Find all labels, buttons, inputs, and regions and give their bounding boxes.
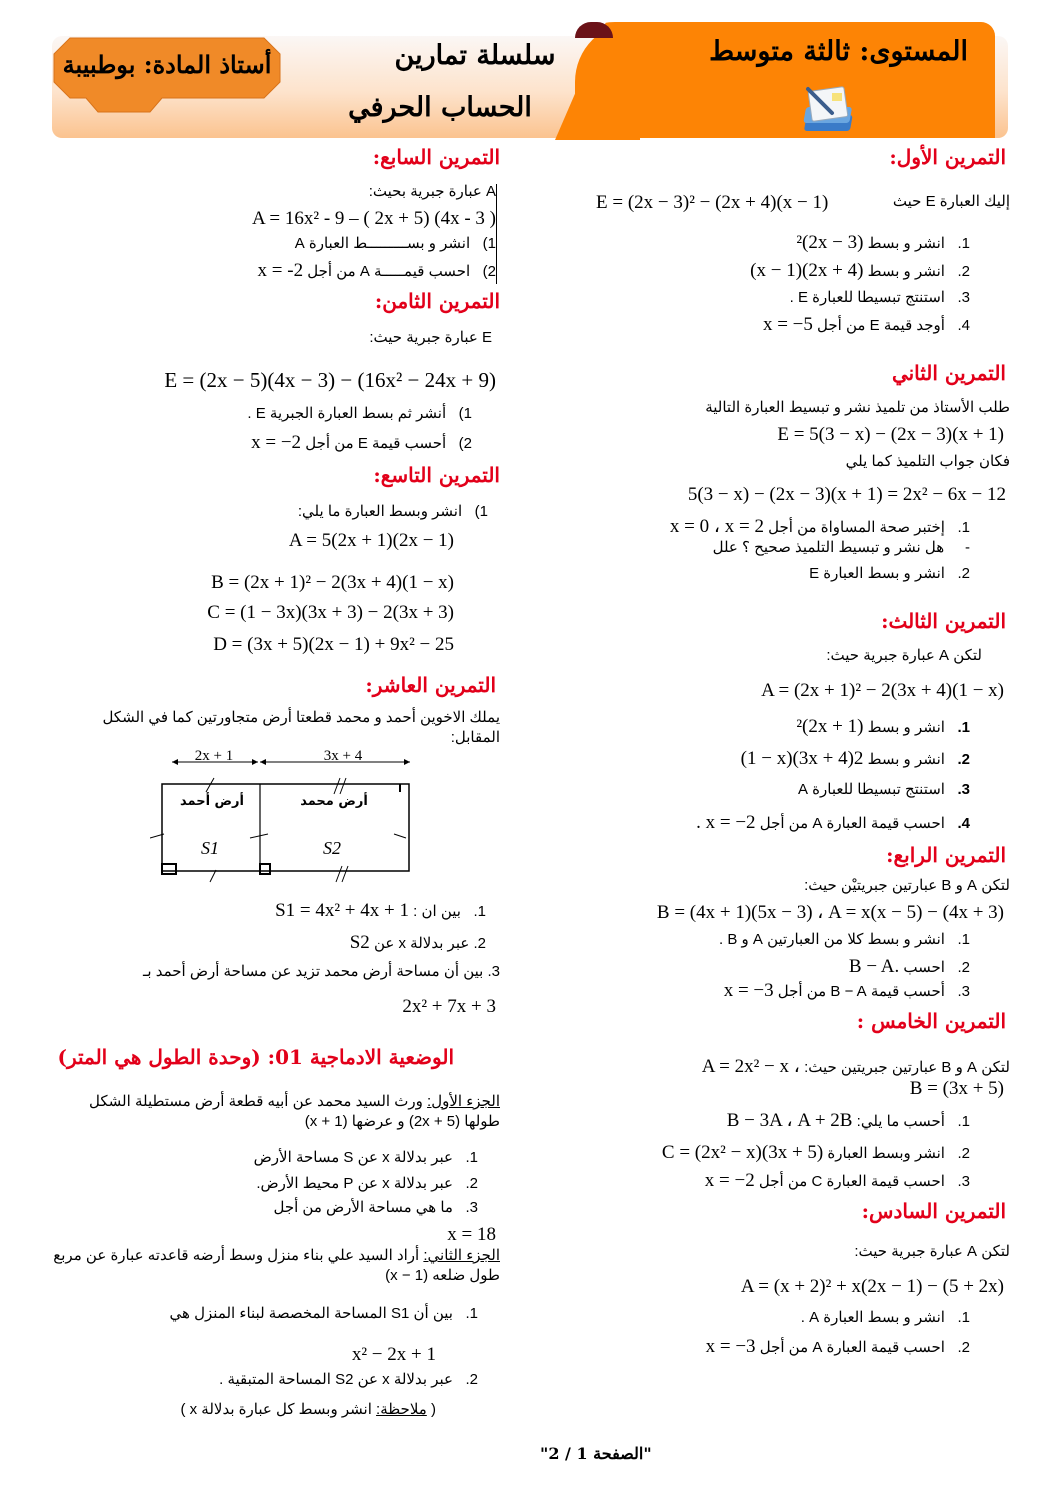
exercise-2-intro: طلب الأستاذ من تلميذ نشر و تبسيط العبارة التالية [705, 399, 1010, 416]
exercise-8-intro: E عبارة جبرية حيث: [369, 329, 492, 346]
exercise-7-item-2: 2) احسب قيمـــــة A من أجل x = -2 [257, 260, 496, 281]
notes-pen-icon [802, 85, 864, 135]
exercise-1-title: التمرين الأول: [889, 145, 1006, 169]
exercise-2-title: التمرين الثاني [891, 361, 1006, 385]
integration-part-1-item-2: 2. عبر بدلالة x عن P محيط الأرض. [256, 1175, 478, 1192]
integration-part-2: الجزء الثاني: أراد السيد علي بناء منزل وسط أرضه قاعدته عبارة عن مربع طول ضلعه (x − 1) [53, 1247, 500, 1285]
right-angle-mark [162, 864, 176, 874]
area-s1-label: S1 [201, 838, 219, 858]
exercise-3-item-1: 1. انشر و بسط (2x + 1)² [796, 716, 970, 737]
exercise-3-item-2: 2. انشر و بسط 2(3x + 4)(1 − x) [740, 748, 970, 769]
exercise-5-item-1: 1. أحسب ما يلي: B − 3A ، A + 2B [726, 1110, 970, 1131]
exercise-5-intro: لتكن A و B عبارتين جبريتين حيث: ، A = 2x² − x [701, 1056, 1010, 1077]
exercise-2-item-1: 1. إختبر صحة المساواة من أجل x = 0 ، x = 2 [669, 516, 970, 537]
integration-part-2-item-1: 1. بين أن S1 المساحة المخصصة لبناء المنزل هي [169, 1305, 478, 1322]
exercise-6-title: التمرين السادس: [861, 1199, 1006, 1223]
exercise-4-intro: لتكن A و B عبارتين جبريتيْن حيث: [804, 877, 1010, 894]
exercise-6-item-2: 2. احسب قيمة العبارة A من أجل x = −3 [705, 1336, 970, 1357]
exercise-2-item-2: 2. انشر و بسط العبارة E [809, 565, 970, 582]
exercise-2-expression: E = 5(3 − x) − (2x − 3)(x + 1) [777, 424, 1004, 445]
integration-part-1-item-1: 1. عبر بدلالة x عن S مساحة الأرض [253, 1149, 478, 1166]
exercise-4-item-1: 1. انشر و بسط كلا من العبارتين A و B . [718, 931, 970, 948]
topic-title: الحساب الحرفي [348, 92, 532, 123]
exercise-3-intro: لتكن A عبارة جبرية حيث: [826, 647, 982, 664]
exercise-7-margin-bar [496, 184, 497, 284]
exercise-2-student-answer: 5(3 − x) − (2x − 3)(x + 1) = 2x² − 6x − 12 [687, 484, 1006, 505]
dimension-left-label: 2x + 1 [194, 750, 234, 764]
tick-mark [340, 778, 346, 794]
integration-title: الوضعية الادماجية 01: (وحدة الطول هي المتر) [57, 1045, 454, 1069]
right-angle-mark [260, 864, 270, 874]
exercise-2-item-question: - هل نشر و تبسيط التلميذ صحيح ؟ علل [712, 539, 970, 556]
exercise-10-item-3: 3. بين أن مساحة أرض محمد تزيد عن مساحة أرض أحمد بـ [142, 963, 500, 980]
exercise-2-answer-intro: فكان جواب التلميذ كما يلي [845, 453, 1010, 470]
exercise-3-item-4: 4. احسب قيمة العبارة A من أجل x = −2 . [696, 812, 970, 833]
exercise-3-item-3: 3. استنتج تبسيطا للعبارة A [797, 781, 970, 798]
exercise-3-expression: A = (2x + 1)² − 2(3x + 4)(1 − x) [761, 680, 1004, 701]
integration-note: ( ملاحظة: انشر وبسط كل عبارة بدلالة x ) [180, 1401, 436, 1418]
exercise-9-expression-c: C = (1 − 3x)(3x + 3) − 2(3x + 3) [207, 602, 454, 623]
tick-mark [336, 866, 342, 882]
exercise-10-title: التمرين العاشر: [365, 673, 496, 697]
level-label: المستوى: ثالثة متوسط [709, 36, 968, 67]
page-number: "الصفحة 1 / 2" [540, 1444, 652, 1463]
tick-mark [250, 834, 268, 838]
arrow-head [172, 759, 178, 765]
arrow-head [404, 759, 410, 765]
exercise-1-item-4: 4. أوجد قيمة E من أجل x = −5 [762, 314, 970, 335]
exercise-9-item-1: 1) انشر وبسط العبارة ما يلي: [297, 503, 488, 520]
exercise-1-expression: E = (2x − 3)² − (2x + 4)(x − 1) [596, 192, 829, 213]
land-plots-figure [150, 750, 420, 885]
tick-mark [394, 834, 406, 838]
arrow-head [260, 759, 266, 765]
tick-mark [342, 866, 348, 882]
exercise-7-expression: A = 16x² - 9 – ( 2x + 5) (4x - 3 ) [251, 208, 496, 229]
exercise-7-title: التمرين السابع: [372, 145, 500, 169]
exercise-4-item-3: 3. أحسب قيمة B − A من أجل x = −3 [723, 980, 970, 1001]
exercise-10-item-1: 1. بين ان : S1 = 4x² + 4x + 1 [275, 900, 486, 921]
exercise-10-item-2: 2. عبر بدلالة x عن S2 [349, 932, 486, 953]
teacher-badge [52, 36, 282, 130]
integration-part-1-item-3-math: x = 18 [447, 1224, 496, 1245]
exercise-5-title: التمرين الخامس : [856, 1009, 1006, 1033]
integration-part-1: الجزء الأول: ورث السيد محمد عن أبيه قطعة أرض مستطيلة الشكل طولها (2x + 5) و عرضها (x + 1) [89, 1093, 500, 1131]
exercise-6-expression: A = (x + 2)² + x(2x − 1) − (5 + 2x) [740, 1276, 1004, 1297]
plot-label-ahmed: أرض أحمد [179, 794, 245, 809]
exercise-9-expression-d: D = (3x + 5)(2x − 1) + 9x² − 25 [213, 634, 454, 655]
exercise-1-intro: إليك العبارة E حيث [892, 193, 1010, 210]
exercise-6-intro: لتكن A عبارة جبرية حيث: [854, 1243, 1010, 1260]
exercise-8-title: التمرين الثامن: [374, 289, 500, 313]
exercise-8-item-2: 2) أحسب قيمة E من أجل x = −2 [251, 432, 472, 453]
exercise-7-item-1: 1) انشر و بســـــــــط العبارة A [294, 235, 496, 252]
exercise-4-title: التمرين الرابع: [886, 843, 1006, 867]
exercise-3-title: التمرين الثالث: [881, 609, 1006, 633]
tick-mark [334, 778, 340, 794]
tick-mark [210, 870, 216, 882]
plot-label-mohamed: أرض محمد [300, 794, 368, 809]
exercise-5-item-2: 2. انشر وبسط العبارة C = (2x² − x)(3x + 5) [661, 1142, 970, 1163]
integration-part-1-item-3: 3. ما هي مساحة الأرض من أجل [273, 1199, 478, 1216]
exercise-10-item-3-math: 2x² + 7x + 3 [402, 996, 496, 1017]
exercise-9-title: التمرين التاسع: [373, 463, 500, 487]
area-s2-label: S2 [323, 838, 341, 858]
teacher-name: أستاذ المادة: بوطبيبة [62, 50, 272, 79]
dimension-right-label: 3x + 4 [323, 750, 363, 764]
series-title: سلسلة تمارين [394, 40, 556, 71]
exercise-10-intro: يملك الاخوين أحمد و محمد قطعتا أرض متجاورتين كما في الشكل المقابل: [102, 709, 500, 747]
exercise-9-expression-b: B = (2x + 1)² − 2(3x + 4)(1 − x) [211, 572, 454, 593]
exercise-1-item-1: 1. انشر و بسط (2x − 3)² [796, 232, 970, 253]
exercise-7-intro: A عبارة جبرية بحيث: [368, 183, 496, 200]
exercise-4-item-2: 2. احسب .B − A [848, 956, 970, 977]
exercise-1-item-2: 2. انشر و بسط (2x + 4)(x − 1) [750, 260, 970, 281]
exercise-5-expression-b: B = (3x + 5) [909, 1078, 1004, 1099]
tick-mark [206, 778, 214, 792]
exercise-9-expression-a: A = 5(2x + 1)(2x − 1) [288, 530, 454, 551]
exercise-8-expression: E = (2x − 5)(4x − 3) − (16x² − 24x + 9) [164, 368, 496, 392]
exercise-4-expression: B = (4x + 1)(5x − 3) ، A = x(x − 5) − (4x + 3) [656, 902, 1004, 923]
exercise-5-item-3: 3. احسب قيمة العبارة C من أجل x = −2 [704, 1170, 970, 1191]
integration-part-2-item-1-math: x² − 2x + 1 [351, 1344, 436, 1365]
exercise-1-item-3: 3. استنتج تبسيطا للعبارة E . [789, 289, 970, 306]
exercise-8-item-1: 1) أنشر ثم بسط العبارة الجبرية E . [247, 405, 472, 422]
integration-part-2-item-2: 2. عبر بدلالة x عن S2 المساحة المتبقية . [219, 1371, 478, 1388]
arrow-head [252, 759, 258, 765]
exercise-6-item-1: 1. انشر و بسط العبارة A . [800, 1309, 970, 1326]
